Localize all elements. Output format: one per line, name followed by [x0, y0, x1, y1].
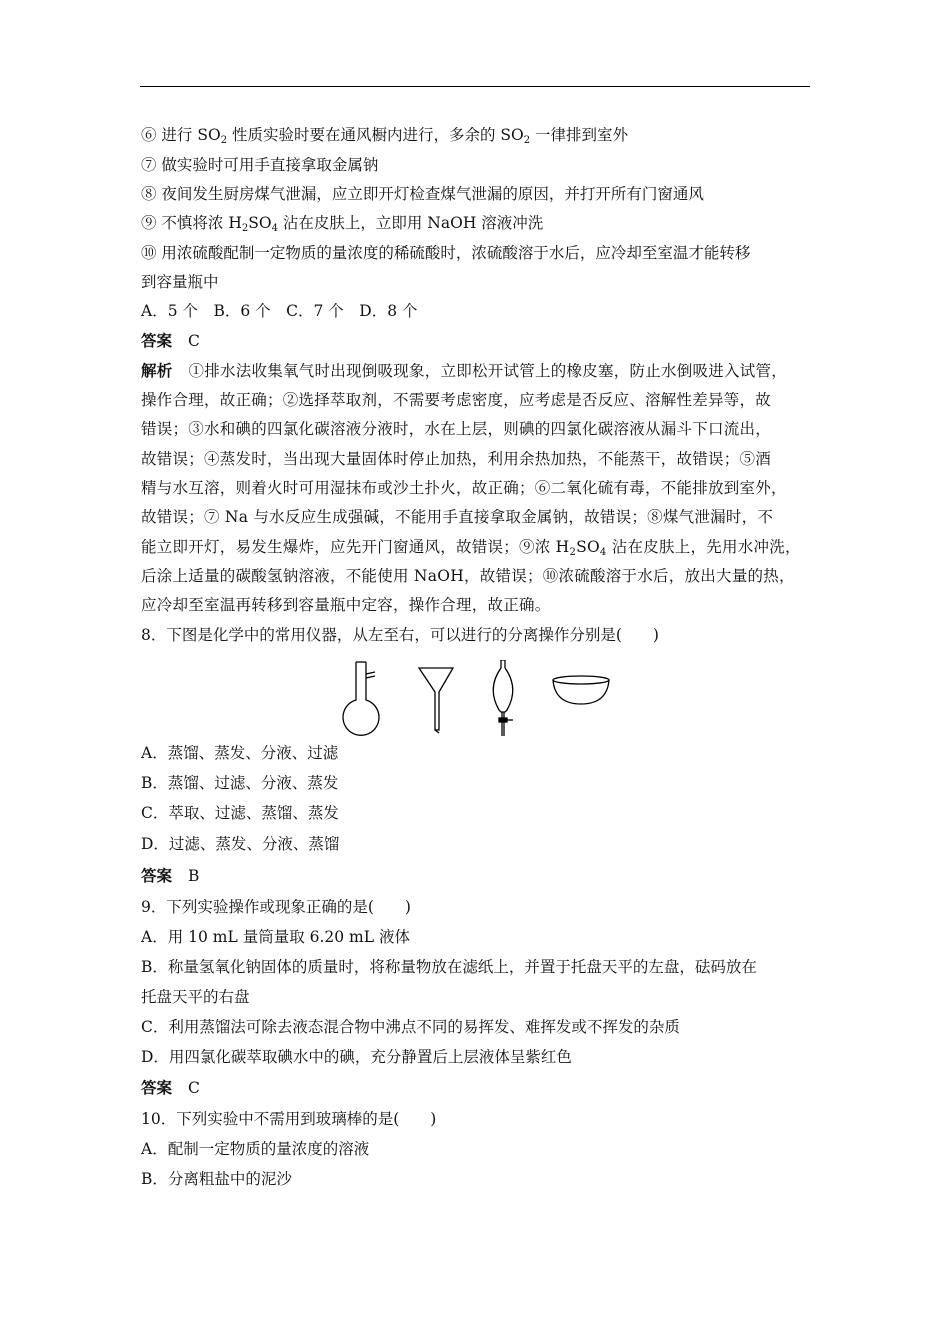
separatory-funnel-icon	[493, 660, 513, 736]
q8-apparatus-figure	[341, 660, 621, 742]
q8-option-c: C．萃取、过滤、蒸馏、蒸发	[141, 804, 339, 822]
q7-analysis-line9: 应冷却至室温再转移到容量瓶中定容，操作合理，故正确。	[141, 596, 551, 614]
q7-answer	[141, 330, 200, 352]
evaporating-dish-icon	[553, 676, 609, 704]
answer-label: 答案	[141, 331, 173, 350]
q9-option-d: D．用四氯化碳萃取碘水中的碘，充分静置后上层液体呈紫红色	[141, 1048, 572, 1066]
analysis-label: 解析	[141, 361, 173, 380]
q9-answer	[141, 1077, 200, 1099]
q7-statement-10-line2: 到容量瓶中	[141, 273, 219, 291]
answer-value: C	[188, 332, 200, 350]
q9-option-b-line1: B．称量氢氧化钠固体的质量时，将称量物放在滤纸上，并置于托盘天平的左盘，砝码放在	[141, 958, 757, 976]
q7-analysis-line3: 错误；③水和碘的四氯化碳溶液分液时，水在上层，则碘的四氯化碳溶液从漏斗下口流出，	[141, 420, 772, 438]
q8-answer	[141, 865, 199, 887]
q8-option-a: A．蒸馏、蒸发、分液、过滤	[141, 744, 339, 762]
q8-option-d: D．过滤、蒸发、分液、蒸馏	[141, 835, 340, 853]
funnel-icon	[419, 668, 453, 733]
answer-value: B	[188, 867, 200, 885]
q7-options: A．5 个 B．6 个 C．7 个 D．8 个	[141, 302, 418, 320]
q8-option-b: B．蒸馏、过滤、分液、蒸发	[141, 774, 339, 792]
q7-analysis-line8: 后涂上适量的碳酸氢钠溶液，不能使用 NaOH，故错误；⑩浓硫酸溶于水后，放出大量的热，	[141, 567, 795, 585]
q9-option-c: C．利用蒸馏法可除去液态混合物中沸点不同的易挥发、难挥发或不挥发的杂质	[141, 1018, 680, 1036]
q9-stem: 9．下列实验操作或现象正确的是( )	[141, 898, 411, 916]
q10-option-a: A．配制一定物质的量浓度的溶液	[141, 1140, 370, 1158]
header-rule	[140, 86, 810, 87]
q7-statement-7: ⑦ 做实验时可用手直接拿取金属钠	[141, 156, 379, 174]
q9-option-a: A．用 10 mL 量筒量取 6.20 mL 液体	[141, 928, 410, 946]
q7-statement-6: ⑥ 进行 $SO_2$ 性质实验时要在通风橱内进行，多余的 $SO_2$ 一律排到室外	[141, 126, 629, 146]
q9-option-b-line2: 托盘天平的右盘	[141, 988, 250, 1006]
q7-analysis-line6: 故错误；⑦ Na 与水反应生成强碱，不能用手直接拿取金属钠，故错误；⑧煤气泄漏时，不	[141, 508, 774, 526]
q7-analysis-line4: 故错误；④蒸发时，当出现大量固体时停止加热，利用余热加热，不能蒸干，故错误；⑤酒	[141, 450, 772, 468]
q8-stem: 8．下图是化学中的常用仪器，从左至右，可以进行的分离操作分别是( )	[141, 626, 659, 644]
distillation-flask-icon	[343, 662, 379, 735]
q7-analysis-line5: 精与水互溶，则着火时可用湿抹布或沙土扑火，故正确；⑥二氧化硫有毒，不能排放到室外，	[141, 479, 787, 497]
q7-statement-10-line1: ⑩ 用浓硫酸配制一定物质的量浓度的稀硫酸时，浓硫酸溶于水后，应冷却至室温才能转移	[141, 244, 751, 262]
q10-option-b: B．分离粗盐中的泥沙	[141, 1170, 292, 1188]
answer-value: C	[188, 1079, 200, 1097]
q10-stem: 10．下列实验中不需用到玻璃棒的是( )	[141, 1110, 437, 1128]
q7-analysis-line1: 解析 ①排水法收集氧气时出现倒吸现象，立即松开试管上的橡皮塞，防止水倒吸进入试管，	[141, 361, 788, 380]
answer-label: 答案	[141, 866, 173, 885]
q7-statement-8: ⑧ 夜间发生厨房煤气泄漏，应立即开灯检查煤气泄漏的原因，并打开所有门窗通风	[141, 185, 704, 203]
answer-label: 答案	[141, 1078, 173, 1097]
q7-analysis-line7: 能立即开灯，易发生爆炸，应先开门窗通风，故错误；⑨浓 $H_2SO_4$ 沾在皮肤上，先用水冲洗，	[141, 538, 801, 558]
q7-statement-9: ⑨ 不慎将浓 $H_2SO_4$ 沾在皮肤上，立即用 NaOH 溶液冲洗	[141, 214, 544, 234]
q7-analysis-line2: 操作合理，故正确；②选择萃取剂，不需要考虑密度，应考虑是否反应、溶解性差异等，故	[141, 391, 772, 409]
